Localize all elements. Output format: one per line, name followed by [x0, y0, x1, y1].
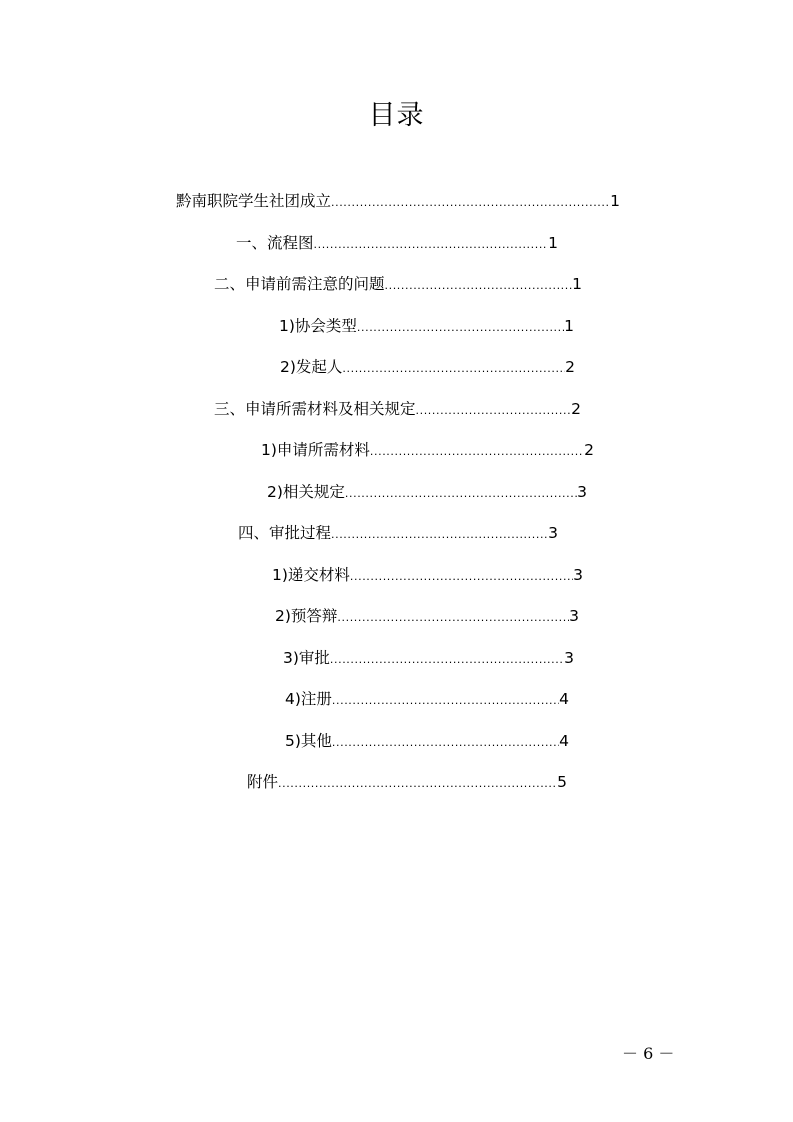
- toc-entry[interactable]: [267, 479, 587, 505]
- toc-entry-label: 三、申请所需材料及相关规定: [214, 400, 416, 418]
- toc-entry-page: 4: [559, 732, 569, 750]
- toc-dot-leader: [370, 443, 584, 463]
- toc-entry-label: 2)预答辩: [275, 607, 338, 625]
- toc-entry-label: 1)递交材料: [272, 566, 350, 584]
- toc-dot-leader: [331, 194, 610, 214]
- toc-entry[interactable]: [238, 520, 558, 546]
- toc-entry[interactable]: [261, 437, 594, 463]
- toc-entry-label: 附件: [247, 773, 279, 791]
- toc-dot-leader: [332, 734, 559, 754]
- toc-dot-leader: [350, 568, 573, 588]
- toc-dot-leader: [385, 277, 573, 297]
- toc-entry[interactable]: [214, 271, 582, 297]
- toc-entry-label: 5)其他: [285, 732, 332, 750]
- toc-entry[interactable]: [247, 769, 567, 795]
- toc-dot-leader: [345, 485, 577, 505]
- toc-entry-label: 1)协会类型: [279, 317, 357, 335]
- toc-dot-leader: [342, 360, 565, 380]
- toc-dot-leader: [416, 402, 572, 422]
- toc-entry-label: 一、流程图: [236, 234, 314, 252]
- toc-entry-page: 1: [548, 234, 558, 252]
- toc-entry-label: 2)相关规定: [267, 483, 345, 501]
- toc-entry-label: 3)审批: [283, 649, 330, 667]
- toc-entry-page: 1: [610, 192, 620, 210]
- toc-entry-label: 2)发起人: [280, 358, 343, 376]
- toc-entry-page: 5: [557, 773, 567, 791]
- toc-entry[interactable]: [214, 396, 581, 422]
- toc-entry[interactable]: [176, 188, 620, 214]
- toc-entry[interactable]: [279, 313, 574, 339]
- toc-dot-leader: [337, 609, 569, 629]
- toc-entry-label: 4)注册: [285, 690, 332, 708]
- toc-entry-label: 黔南职院学生社团成立: [176, 192, 332, 210]
- toc-entry-page: 2: [571, 400, 581, 418]
- toc-dot-leader: [357, 319, 564, 339]
- toc-entry-label: 二、申请前需注意的问题: [214, 275, 385, 293]
- page-number: － 6 －: [622, 1044, 675, 1063]
- toc-entry-page: 1: [572, 275, 582, 293]
- toc-entry[interactable]: [275, 603, 579, 629]
- page-title: 目录: [368, 100, 425, 131]
- toc-entry[interactable]: [236, 230, 558, 256]
- toc-dot-leader: [331, 526, 548, 546]
- toc-entry-page: 2: [584, 441, 594, 459]
- toc-entry[interactable]: [280, 354, 575, 380]
- toc-dot-leader: [314, 236, 549, 256]
- toc-entry[interactable]: [285, 728, 569, 754]
- toc-entry-page: 4: [559, 690, 569, 708]
- toc-entry-page: 3: [564, 649, 574, 667]
- toc-dot-leader: [278, 775, 557, 795]
- toc-entry-page: 1: [564, 317, 574, 335]
- toc-entry[interactable]: [272, 562, 583, 588]
- toc-entry[interactable]: [285, 686, 569, 712]
- toc-entry-label: 四、审批过程: [238, 524, 332, 542]
- toc-entry-label: 1)申请所需材料: [261, 441, 370, 459]
- toc-dot-leader: [330, 651, 564, 671]
- toc-entry-page: 3: [569, 607, 579, 625]
- toc-entry[interactable]: [283, 645, 574, 671]
- toc-dot-leader: [332, 692, 559, 712]
- toc-entry-page: 3: [573, 566, 583, 584]
- toc-entry-page: 2: [565, 358, 575, 376]
- toc-entry-page: 3: [548, 524, 558, 542]
- toc-entry-page: 3: [577, 483, 587, 501]
